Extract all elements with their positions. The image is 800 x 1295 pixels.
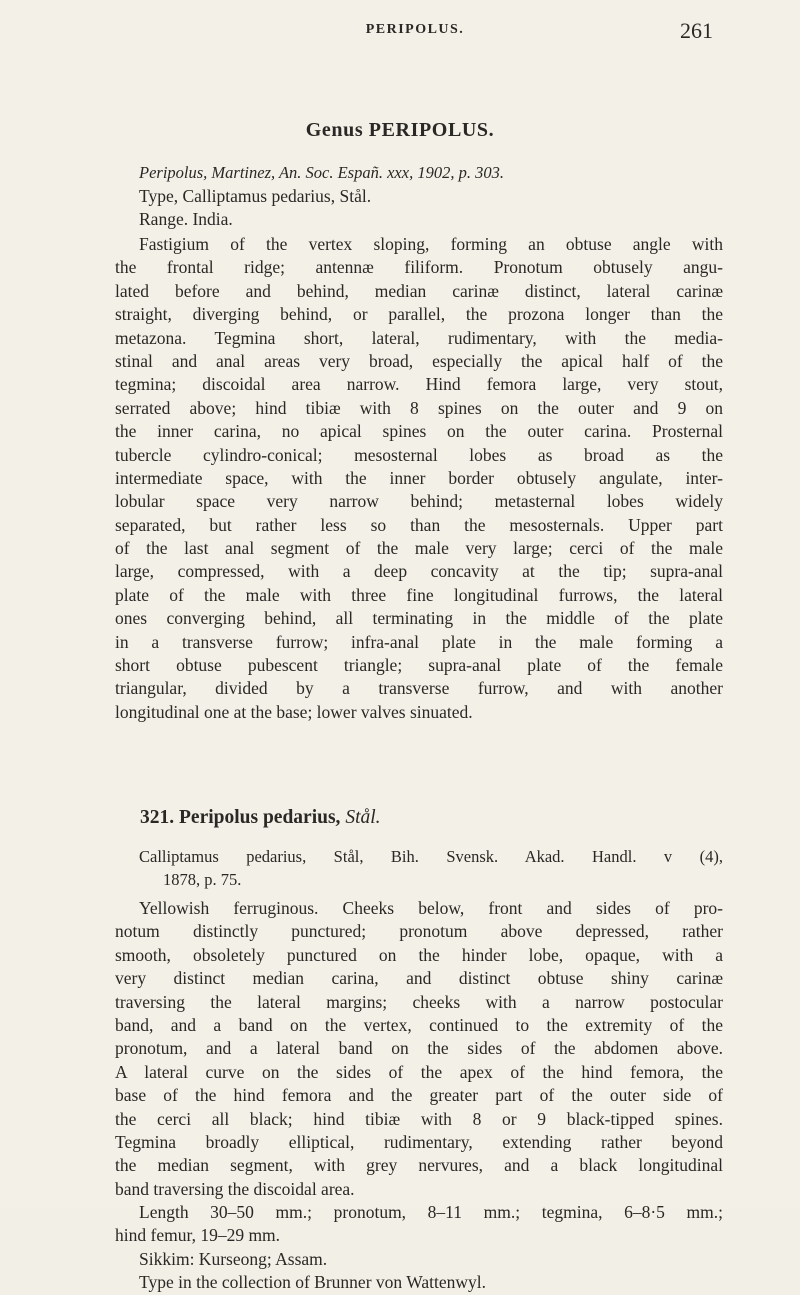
species-citation: [115, 845, 723, 892]
description-line: triangular, divided by a transverse furrow, and with another: [115, 678, 723, 699]
species-description-line: smooth, obsoletely punctured on the hinder lobe, opaque, with a: [115, 944, 723, 965]
description-line: tubercle cylindro-conical; mesosternal lobes as broad as the: [115, 444, 723, 465]
species-description: [115, 897, 723, 1295]
species-description-line: Yellowish ferruginous. Cheeks below, front and sides of pro-: [139, 898, 723, 918]
description-line: the inner carina, no apical spines on the outer carina. Prosternal: [115, 421, 723, 442]
species-description-line: the median segment, with grey nervures, and a black longitudinal: [115, 1155, 723, 1176]
description-line: Fastigium of the vertex sloping, forming an obtuse angle with: [139, 234, 723, 254]
description-line: tegmina; discoidal area narrow. Hind femora large, very stout,: [115, 374, 723, 395]
description-line: plate of the male with three fine longitudinal furrows, the lateral: [115, 584, 723, 605]
page-number: 261: [680, 18, 713, 43]
description-line: in a transverse furrow; infra-anal plate in the male forming a: [115, 631, 723, 652]
length-line: hind femur, 19–29 mm.: [115, 1225, 281, 1246]
description-line: lobular space very narrow behind; metasternal lobes widely: [115, 491, 723, 512]
species-description-line: band traversing the discoidal area.: [115, 1178, 355, 1199]
description-line: intermediate space, with the inner border obtusely angulate, inter-: [115, 467, 723, 488]
genus-meta-block: [115, 185, 723, 232]
description-line: of the last anal segment of the male very large; cerci of the male: [115, 538, 723, 559]
species-description-line: very distinct median carina, and distinct obtuse shiny carinæ: [115, 968, 723, 989]
description-line: large, compressed, with a deep concavity at the tip; supra-anal: [115, 561, 723, 582]
range-line: Range. India.: [139, 209, 233, 230]
genus-citation-block: [115, 161, 723, 184]
species-name: Peripolus pedarius,: [179, 807, 341, 828]
description-line: short obtuse pubescent triangle; supra-anal plate of the female: [115, 655, 723, 676]
species-citation-line: Calliptamus pedarius, Stål, Bih. Svensk. Akad. Handl. v (4),: [139, 847, 723, 866]
species-description-line: traversing the lateral margins; cheeks with a narrow postocular: [115, 991, 723, 1012]
genus-description: [115, 233, 723, 724]
species-description-line: notum distinctly punctured; pronotum above depressed, rather: [115, 921, 723, 942]
description-line: separated, but rather less so than the mesosternals. Upper part: [115, 514, 723, 535]
species-number: 321.: [140, 807, 175, 828]
running-head: [115, 18, 715, 44]
description-line: the frontal ridge; antennæ filiform. Pronotum obtusely angu-: [115, 257, 723, 278]
description-line: straight, diverging behind, or parallel, the prozona longer than the: [115, 304, 723, 325]
type-location-line: Type in the collection of Brunner von Wattenwyl.: [139, 1272, 486, 1293]
type-line: Type, Calliptamus pedarius, Stål.: [139, 186, 372, 206]
species-citation-line: 1878, p. 75.: [163, 870, 242, 890]
length-line: Length 30–50 mm.; pronotum, 8–11 mm.; tegmina, 6–8·5 mm.;: [139, 1202, 723, 1223]
genus-citation-line: Peripolus, Martinez, An. Soc. Españ. xxx, 1902, p. 303.: [139, 163, 504, 182]
species-heading: [140, 807, 381, 829]
species-description-line: base of the hind femora and the greater part of the outer side of: [115, 1085, 723, 1106]
species-description-line: the cerci all black; hind tibiæ with 8 or 9 black-tipped spines.: [115, 1108, 723, 1129]
description-line: lated before and behind, median carinæ distinct, lateral carinæ: [115, 280, 723, 301]
species-author: Stål.: [345, 807, 381, 828]
locality-line: Sikkim: Kurseong; Assam.: [139, 1248, 328, 1269]
genus-heading: Genus PERIPOLUS.: [305, 119, 495, 141]
description-line: stinal and anal areas very broad, especially the apical half of the: [115, 350, 723, 371]
species-description-line: pronotum, and a lateral band on the sides of the abdomen above.: [115, 1038, 723, 1059]
description-line: metazona. Tegmina short, lateral, rudimentary, with the media-: [115, 327, 723, 348]
running-title: PERIPOLUS.: [365, 22, 465, 37]
description-line: longitudinal one at the base; lower valves sinuated.: [115, 701, 473, 722]
species-description-line: A lateral curve on the sides of the apex of the hind femora, the: [115, 1061, 723, 1082]
description-line: ones converging behind, all terminating in the middle of the plate: [115, 608, 723, 629]
species-description-line: Tegmina broadly elliptical, rudimentary, extending rather beyond: [115, 1131, 723, 1152]
description-line: serrated above; hind tibiæ with 8 spines on the outer and 9 on: [115, 397, 723, 418]
species-description-line: band, and a band on the vertex, continued to the extremity of the: [115, 1014, 723, 1035]
